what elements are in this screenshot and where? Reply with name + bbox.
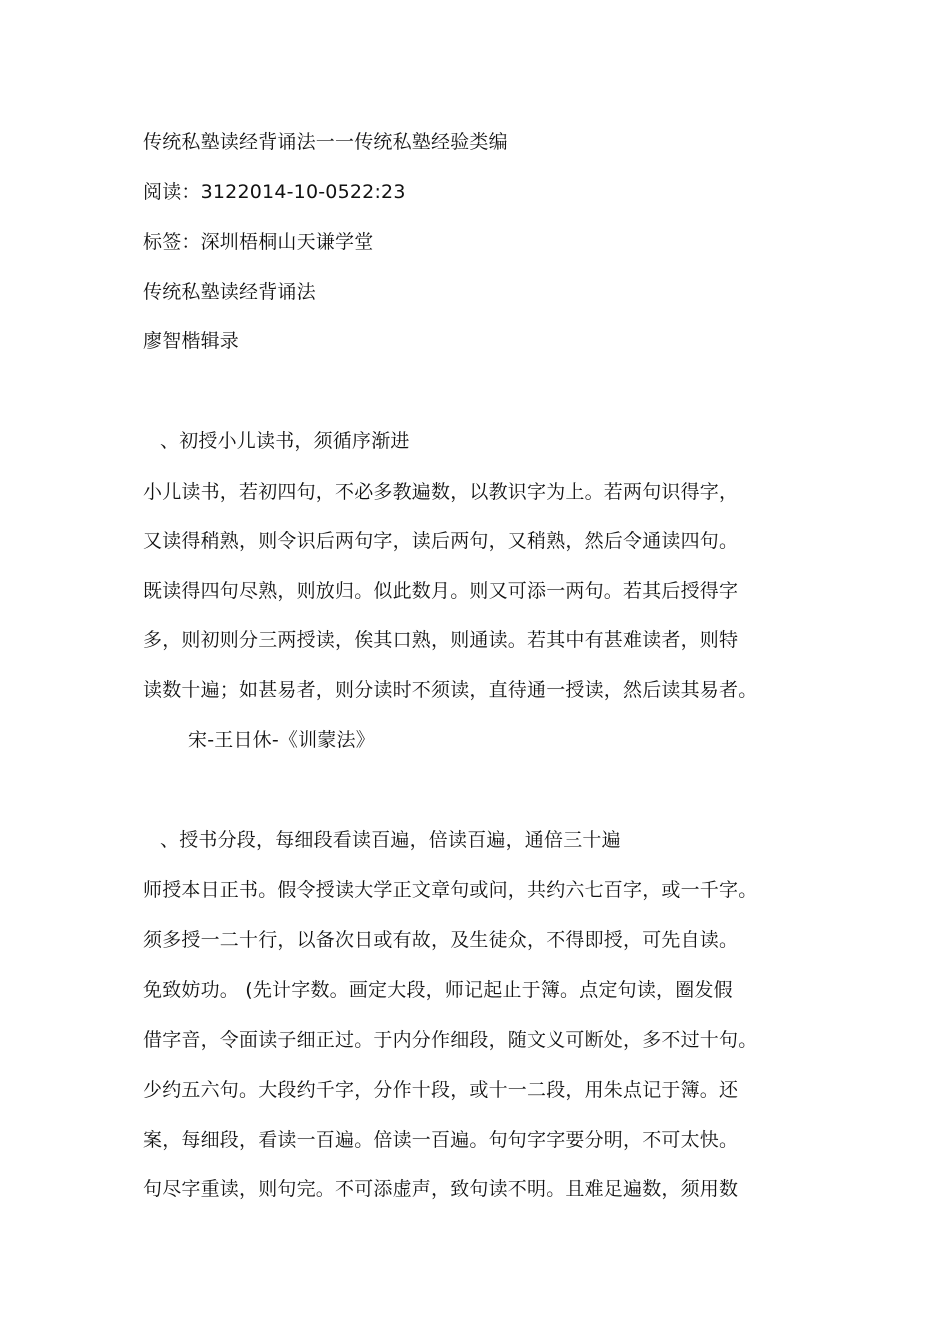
- section1-line: 既读得四句尽熟，则放归。似此数月。则又可添一两句。若其后授得字: [143, 580, 739, 602]
- section1-line: 读数十遍；如甚易者，则分读时不须读，直待通一授读，然后读其易者。: [143, 679, 758, 701]
- section1-heading: 、初授小儿读书，须循序渐进: [160, 430, 410, 452]
- section2-line: 案，每细段，看读一百遍。倍读一百遍。句句字字要分明，不可太快。: [143, 1129, 739, 1151]
- section2-line: 句尽字重读，则句完。不可添虚声，致句读不明。且难足遍数，须用数: [143, 1178, 739, 1200]
- section-subtitle: 传统私塾读经背诵法: [143, 281, 316, 303]
- section2-line: 免致妨功。 (先计字数。画定大段，师记起止于簿。点定句读，圈发假: [143, 979, 733, 1001]
- section1-line: 小儿读书，若初四句，不必多教遍数，以教识字为上。若两句识得字，: [143, 481, 739, 503]
- section1-line: 多，则初则分三两授读，俟其口熟，则通读。若其中有甚难读者，则特: [143, 629, 739, 651]
- section2-line: 师授本日正书。假令授读大学正文章句或问，共约六七百字，或一千字。: [143, 879, 758, 901]
- compiler-line: 廖智楷辑录: [143, 330, 240, 352]
- section2-line: 少约五六句。大段约千字，分作十段，或十一二段，用朱点记于簿。还: [143, 1079, 739, 1101]
- section2-line: 须多授一二十行，以备次日或有故，及生徒众，不得即授，可先自读。: [143, 929, 739, 951]
- section2-line: 借字音，令面读子细正过。于内分作细段，随文义可断处，多不过十句。: [143, 1029, 758, 1051]
- tags-line: 标签：深圳梧桐山天谦学堂: [143, 231, 374, 253]
- document-title: 传统私塾读经背诵法一一传统私塾经验类编: [143, 131, 508, 153]
- section1-line: 又读得稍熟，则令识后两句字，读后两句，又稍熟，然后令通读四句。: [143, 530, 739, 552]
- read-meta: 阅读：3122014-10-0522:23: [143, 181, 406, 203]
- section1-citation: 宋-王日休-《训蒙法》: [188, 729, 375, 751]
- section2-heading: 、授书分段，每细段看读百遍，倍读百遍，通倍三十遍: [160, 829, 621, 851]
